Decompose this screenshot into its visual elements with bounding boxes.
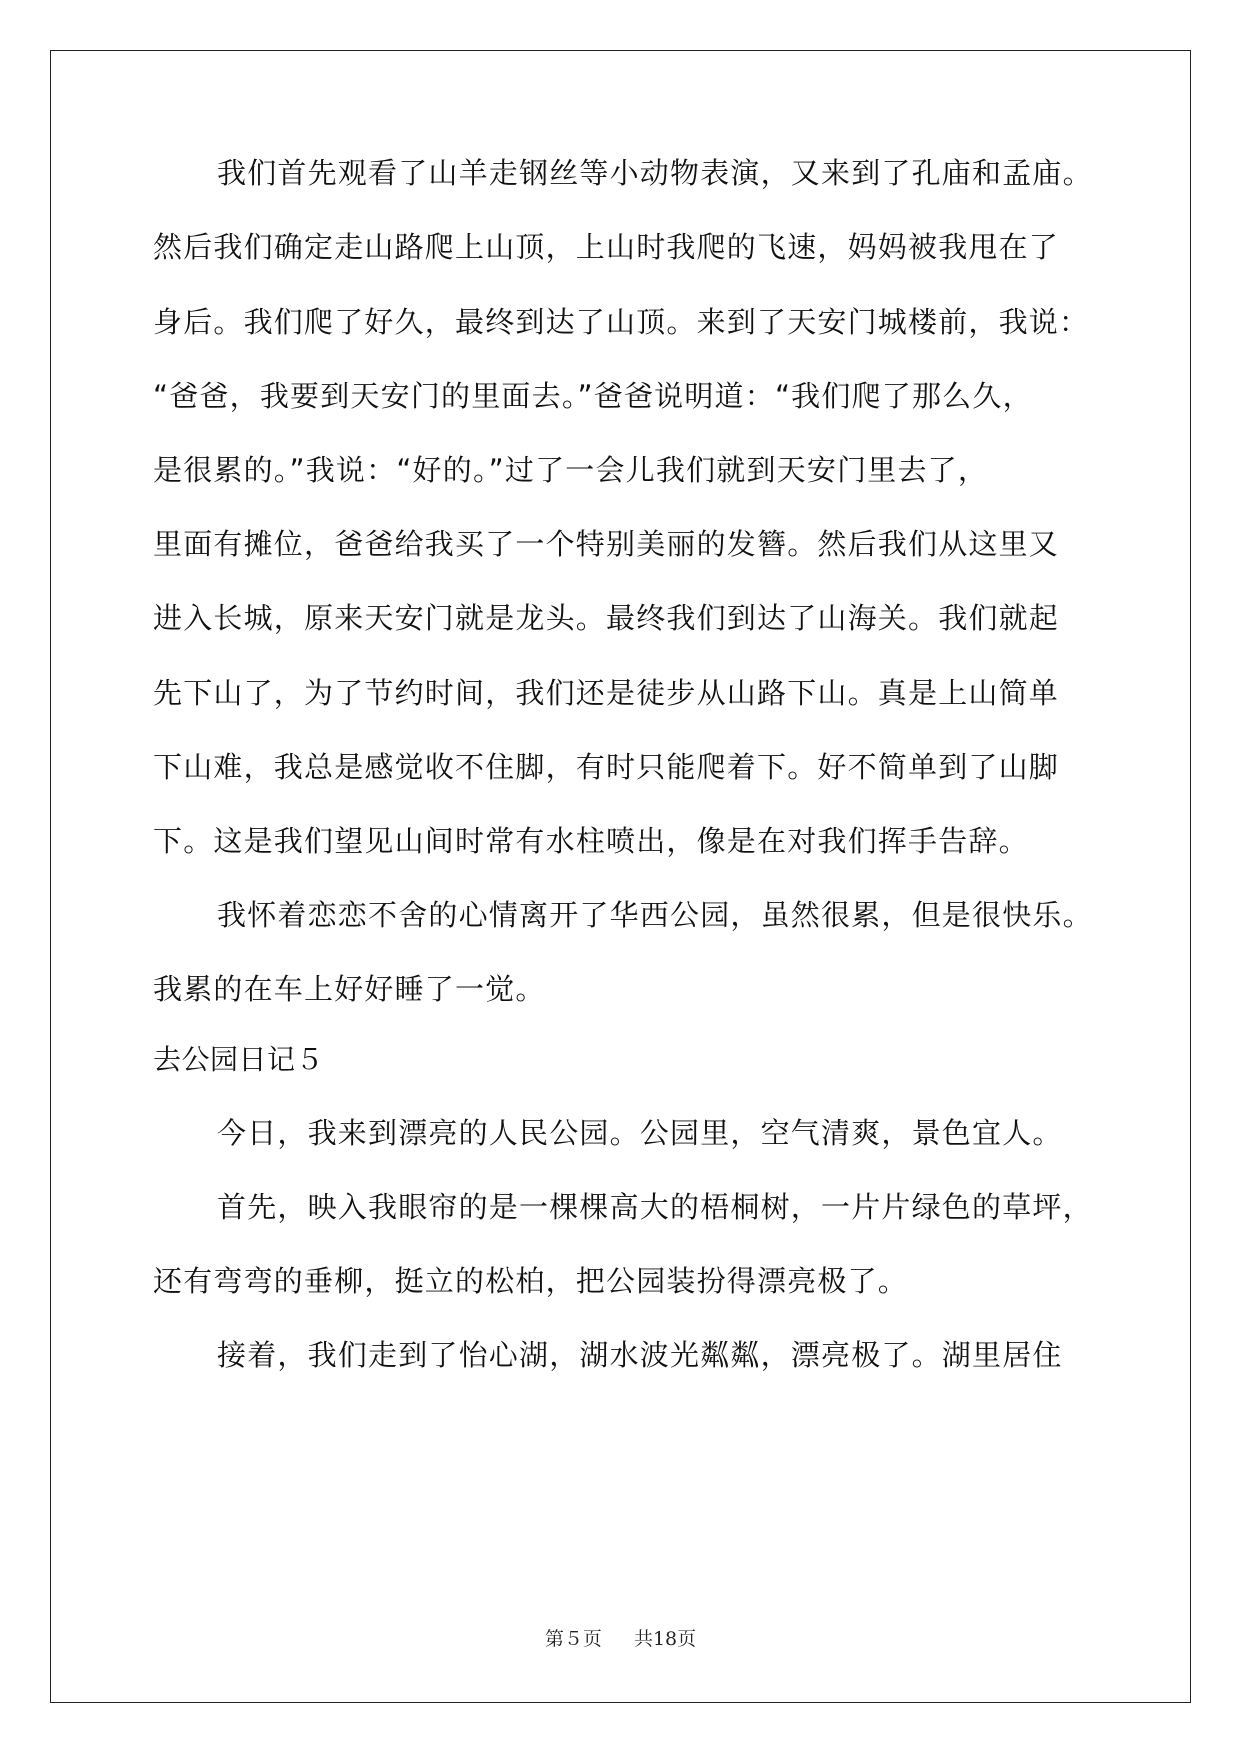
text-line: 我怀着恋恋不舍的心情离开了华西公园，虽然很累，但是很快乐。	[217, 898, 1093, 932]
text-line: 然后我们确定走山路爬上山顶，上山时我爬的飞速，妈妈被我甩在了	[153, 230, 1060, 264]
text-line: 是很累的。”我说：“好的。”过了一会儿我们就到天安门里去了，	[153, 453, 989, 487]
text-line: 里面有摊位，爸爸给我买了一个特别美丽的发簪。然后我们从这里又	[153, 527, 1060, 561]
text-line: 先下山了，为了节约时间，我们还是徒步从山路下山。真是上山简单	[153, 676, 1060, 710]
page-total: 共18页	[633, 1628, 697, 1650]
text-line: 接着，我们走到了怡心湖，湖水波光粼粼，漂亮极了。湖里居住	[217, 1338, 1063, 1372]
section-heading: 去公园日记５	[153, 1043, 325, 1076]
text-line: 我累的在车上好好睡了一觉。	[153, 972, 546, 1006]
text-line: 进入长城，原来天安门就是龙头。最终我们到达了山海关。我们就起	[153, 601, 1060, 635]
text-line: 首先，映入我眼帘的是一棵棵高大的梧桐树，一片片绿色的草坪，	[217, 1190, 1093, 1224]
text-line: 下山难，我总是感觉收不住脚，有时只能爬着下。好不简单到了山脚	[153, 750, 1060, 784]
text-line: 身后。我们爬了好久，最终到达了山顶。来到了天安门城楼前，我说：	[153, 305, 1090, 339]
text-line: 我们首先观看了山羊走钢丝等小动物表演，又来到了孔庙和孟庙。	[217, 156, 1093, 190]
text-line: 今日，我来到漂亮的人民公园。公园里，空气清爽，景色宜人。	[217, 1116, 1063, 1150]
page-footer	[0, 1624, 1241, 1651]
text-line: 还有弯弯的垂柳，挺立的松柏，把公园装扮得漂亮极了。	[153, 1264, 909, 1298]
page-number: 第５页	[544, 1628, 602, 1650]
page-frame	[50, 50, 1191, 1703]
text-line: “爸爸，我要到天安门的里面去。”爸爸说明道：“我们爬了那么久，	[153, 379, 1033, 413]
text-line: 下。这是我们望见山间时常有水柱喷出，像是在对我们挥手告辞。	[153, 824, 1029, 858]
